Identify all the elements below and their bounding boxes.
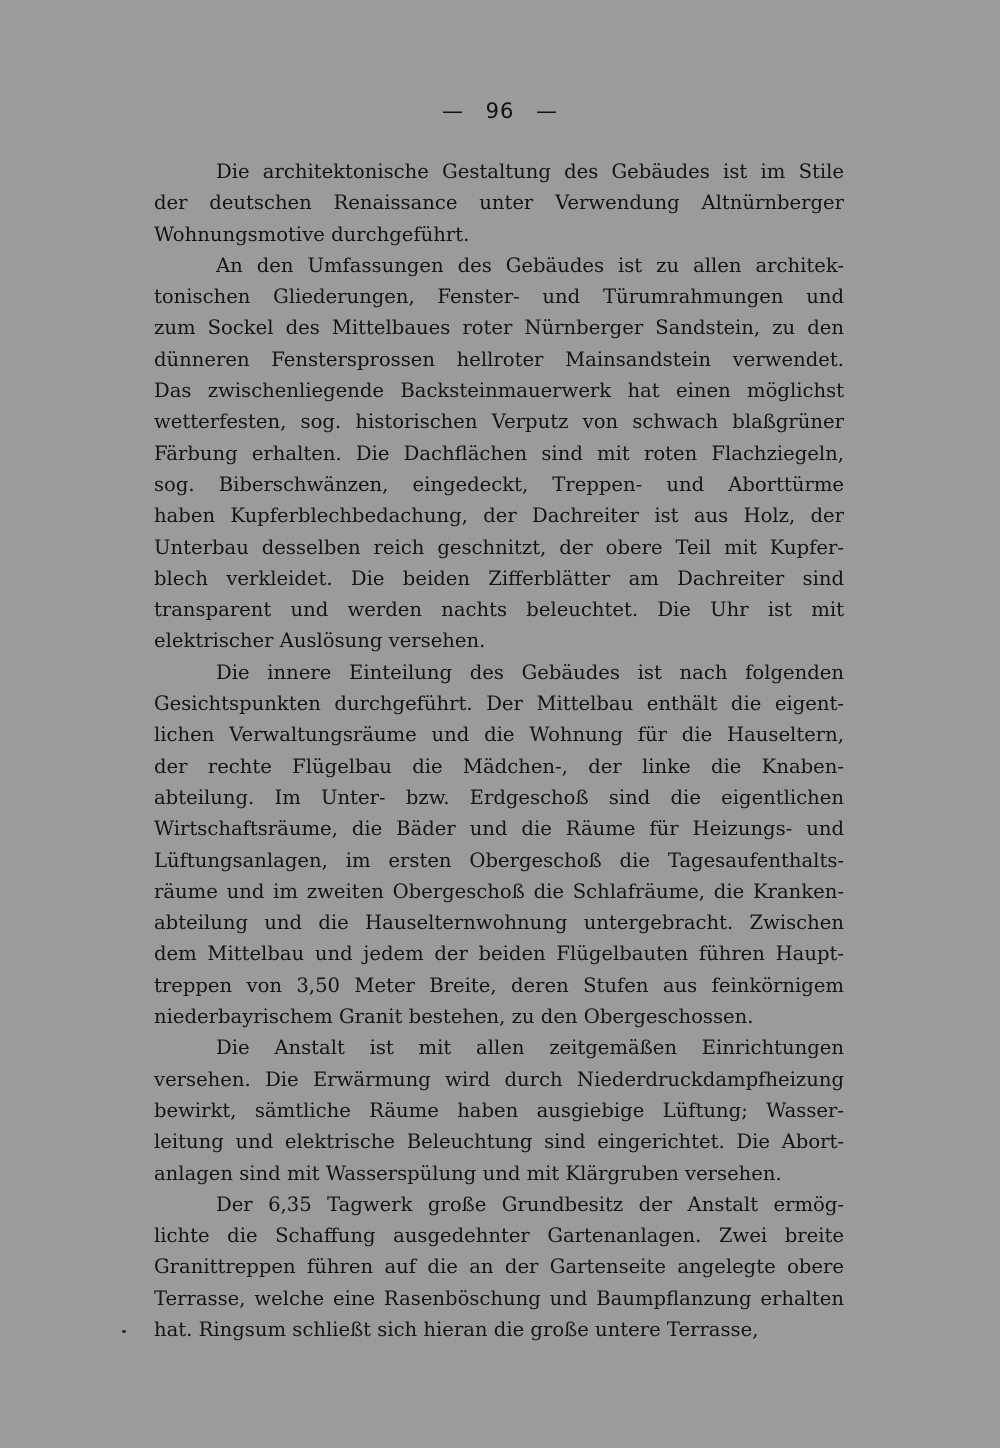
text-line: leitung und elektrische Beleuchtung sind eingerichtet. Die Abort-: [154, 1130, 844, 1154]
text-line: elektrischer Auslösung versehen.: [154, 629, 486, 653]
text-line: blech verkleidet. Die beiden Zifferblätter am Dachreiter sind: [154, 566, 844, 590]
text-line: transparent und werden nachts beleuchtet. Die Uhr ist mit: [154, 598, 844, 622]
text-line: Gesichtspunkten durchgeführt. Der Mittelbau enthält die eigent-: [154, 692, 844, 716]
body-text: [154, 156, 844, 1345]
text-line: tonischen Gliederungen, Fenster- und Türumrahmungen und: [154, 285, 844, 309]
text-line: Lüftungsanlagen, im ersten Obergeschoß die Tagesaufenthalts-: [154, 848, 844, 872]
dash-right: —: [536, 99, 559, 123]
text-line: Granittreppen führen auf die an der Gartenseite angelegte obere: [154, 1255, 844, 1279]
text-line: haben Kupferblechbedachung, der Dachreiter ist aus Holz, der: [154, 504, 844, 528]
dash-left: —: [441, 99, 464, 123]
text-line: wetterfesten, sog. historischen Verputz von schwach blaßgrüner: [154, 410, 844, 434]
text-line: treppen von 3,50 Meter Breite, deren Stufen aus feinkörnigem: [154, 973, 844, 997]
paragraph: [154, 250, 844, 657]
text-line: hat. Ringsum schließt sich hieran die große untere Terrasse,: [154, 1317, 759, 1341]
text-line: Die architektonische Gestaltung des Gebäudes ist im Stile: [216, 160, 844, 183]
page-number-header: [0, 99, 1000, 123]
text-line: dünneren Fenstersprossen hellroter Mainsandstein verwendet.: [154, 347, 844, 371]
text-line: An den Umfassungen des Gebäudes ist zu allen architek-: [216, 253, 844, 277]
text-line: Terrasse, welche eine Rasenböschung und Baumpflanzung erhalten: [154, 1286, 844, 1310]
text-line: abteilung. Im Unter- bzw. Erdgeschoß sind die eigentlichen: [154, 785, 844, 809]
text-line: bewirkt, sämtliche Räume haben ausgiebige Lüftung; Wasser-: [154, 1098, 844, 1122]
text-line: Wirtschaftsräume, die Bäder und die Räume für Heizungs- und: [154, 817, 844, 841]
paragraph: [154, 1032, 844, 1188]
text-line: Das zwischenliegende Backsteinmauerwerk hat einen möglichst: [154, 379, 844, 403]
text-line: Die innere Einteilung des Gebäudes ist nach folgenden: [216, 660, 844, 684]
text-line: Färbung erhalten. Die Dachflächen sind mit roten Flachziegeln,: [154, 441, 844, 465]
text-line: der deutschen Renaissance unter Verwendung Altnürnberger: [154, 191, 844, 215]
text-line: lichen Verwaltungsräume und die Wohnung für die Hauseltern,: [154, 723, 844, 747]
text-line: versehen. Die Erwärmung wird durch Niederdruckdampfheizung: [154, 1067, 844, 1091]
page-number: 96: [485, 99, 515, 123]
text-line: zum Sockel des Mittelbaues roter Nürnberger Sandstein, zu den: [154, 316, 844, 340]
paragraph: [154, 156, 844, 250]
text-line: sog. Biberschwänzen, eingedeckt, Treppen- und Aborttürme: [154, 472, 844, 496]
scan-speck: [122, 1330, 126, 1333]
paragraph: [154, 1189, 844, 1345]
text-line: anlagen sind mit Wasserspülung und mit Klärgruben versehen.: [154, 1161, 782, 1185]
paragraph: [154, 657, 844, 1033]
text-line: Wohnungsmotive durchgeführt.: [154, 222, 470, 246]
text-line: abteilung und die Hauselternwohnung untergebracht. Zwischen: [154, 911, 844, 935]
text-line: Der 6,35 Tagwerk große Grundbesitz der Anstalt ermög-: [216, 1192, 844, 1216]
text-line: Unterbau desselben reich geschnitzt, der obere Teil mit Kupfer-: [154, 535, 844, 559]
text-line: räume und im zweiten Obergeschoß die Schlafräume, die Kranken-: [154, 879, 844, 903]
text-line: niederbayrischem Granit bestehen, zu den Obergeschossen.: [154, 1005, 754, 1029]
text-line: Die Anstalt ist mit allen zeitgemäßen Einrichtungen: [216, 1036, 844, 1060]
text-line: der rechte Flügelbau die Mädchen-, der linke die Knaben-: [154, 754, 844, 778]
text-line: lichte die Schaffung ausgedehnter Gartenanlagen. Zwei breite: [154, 1224, 844, 1248]
text-line: dem Mittelbau und jedem der beiden Flügelbauten führen Haupt-: [154, 942, 844, 966]
